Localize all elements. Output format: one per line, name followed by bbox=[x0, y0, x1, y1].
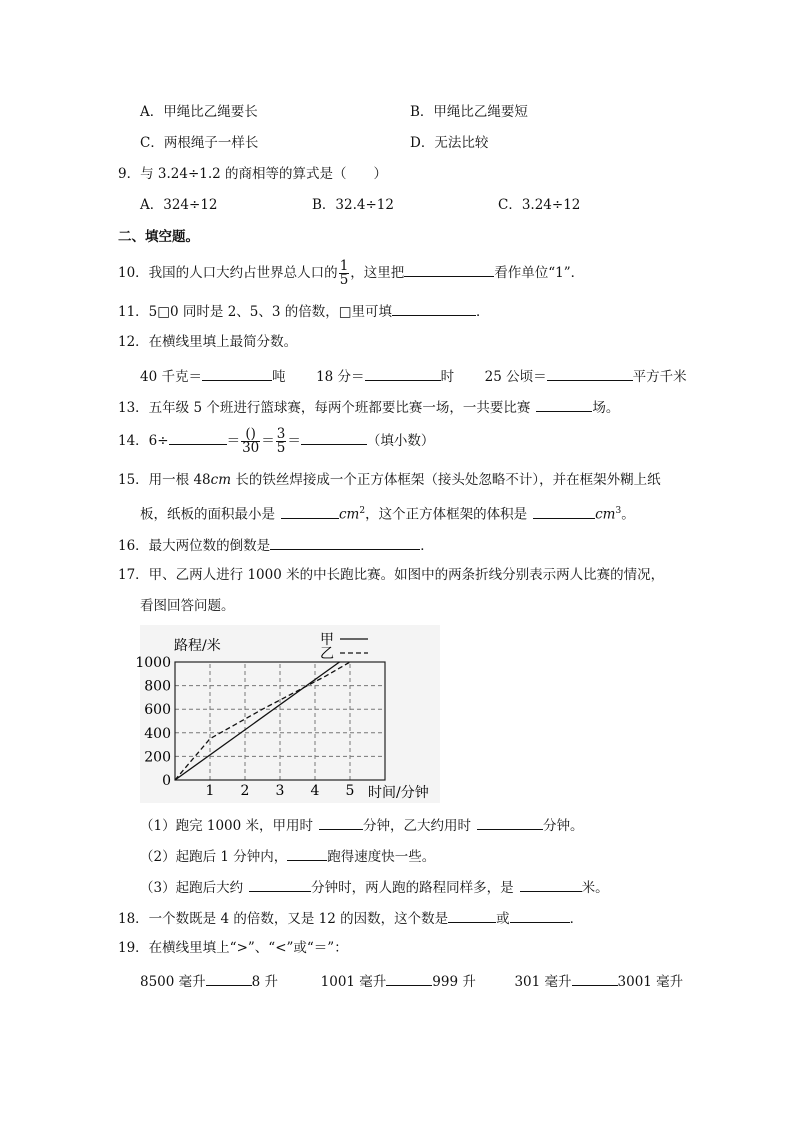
q15-volume-blank[interactable] bbox=[533, 504, 595, 519]
q15-text-2: 长的铁丝焊接成一个正方体框架（接头处忽略不计），并在框架外糊上纸 bbox=[231, 472, 661, 488]
y-tick-label-1000: 1000 bbox=[135, 655, 171, 671]
q17-sub-2-text: （2）起跑后 1 分钟内， bbox=[140, 849, 288, 865]
q18 bbox=[118, 908, 583, 928]
q18-blank-b[interactable] bbox=[510, 908, 570, 923]
q18-text-mid: 或 bbox=[496, 911, 510, 927]
q14-fraction-2-numerator: 3 bbox=[276, 426, 286, 442]
q10-text: 10．我国的人口大约占世界总人口的 bbox=[118, 265, 338, 281]
q12-c-blank[interactable] bbox=[547, 366, 633, 381]
y-tick-label-400: 400 bbox=[144, 725, 171, 742]
q19-a-text: 8500 毫升 bbox=[140, 974, 206, 990]
q11 bbox=[118, 301, 490, 321]
q17-sub-3-text: （3）起跑后大约 bbox=[140, 880, 244, 896]
q12-b-text: 18 分＝ bbox=[316, 369, 365, 385]
q16-answer-blank[interactable] bbox=[270, 535, 420, 550]
q17-sub-1 bbox=[140, 815, 584, 835]
q17-sub-1-blank-b[interactable] bbox=[477, 815, 543, 830]
q13-text: 13．五年级 5 个班进行篮球赛，每两个班都要比赛一场，一共要比赛 bbox=[118, 400, 531, 416]
q10 bbox=[118, 258, 584, 288]
q12-items bbox=[140, 366, 687, 386]
q17-sub-2 bbox=[140, 846, 435, 866]
q10-text-mid: ，这里把 bbox=[350, 265, 405, 281]
q12-b-unit: 时 bbox=[440, 369, 455, 385]
q17-line-2: 看图回答问题。 bbox=[140, 598, 235, 614]
q19-c-unit: 3001 毫升 bbox=[617, 974, 684, 990]
y-tick-label-200: 200 bbox=[144, 749, 171, 766]
q8-option-c: C．两根绳子一样长 bbox=[140, 135, 259, 151]
q10-answer-blank[interactable] bbox=[404, 262, 494, 277]
q17-sub-1-text-post: 分钟。 bbox=[543, 818, 584, 834]
q19-b-blank[interactable] bbox=[386, 971, 432, 986]
x-tick-label-4: 4 bbox=[310, 783, 320, 799]
q13-text-post: 场。 bbox=[592, 400, 620, 416]
y-tick-label-600: 600 bbox=[144, 702, 171, 719]
q19-a-blank[interactable] bbox=[206, 971, 252, 986]
q11-text: 11．5□0 同时是 2、5、3 的倍数，□里可填 bbox=[118, 304, 393, 320]
q15-text-3: 板，纸板的面积最小是 bbox=[140, 506, 275, 523]
q8-option-a: A．甲绳比乙绳要长 bbox=[140, 104, 258, 120]
q17-sub-3 bbox=[140, 877, 609, 897]
q9-option-c: C．3.24÷12 bbox=[498, 197, 581, 213]
q14-eq-3: ＝ bbox=[287, 433, 301, 449]
q14-fraction-1 bbox=[241, 428, 260, 455]
q18-text-post: ． bbox=[569, 911, 584, 927]
q14-eq-1: ＝ bbox=[226, 433, 241, 449]
q12-c-unit: 平方千米 bbox=[632, 369, 687, 385]
q15-line-1 bbox=[118, 471, 661, 489]
q15-volume-unit-exp: 3 bbox=[615, 506, 622, 516]
y-tick-label-800: 800 bbox=[144, 678, 171, 695]
q14-text: 14．6÷ bbox=[118, 433, 169, 449]
q14-eq-2: ＝ bbox=[261, 433, 275, 449]
q14-text-post: （填小数） bbox=[366, 433, 435, 449]
q13 bbox=[118, 397, 619, 417]
q14-blank-1[interactable] bbox=[169, 430, 227, 445]
q15-unit-cm: cm bbox=[210, 472, 232, 488]
q19-b-text: 1001 毫升 bbox=[320, 974, 387, 990]
q17-sub-3-text-mid: 分钟时，两人跑的路程同样多，是 bbox=[311, 880, 514, 896]
distance-time-chart bbox=[135, 625, 440, 803]
q14-fraction-1-denominator: 30 bbox=[242, 440, 260, 456]
q15-area-unit-exp: 2 bbox=[359, 506, 366, 516]
y-tick-label-0: 0 bbox=[162, 773, 171, 789]
q8-option-b: B．甲绳比乙绳要短 bbox=[410, 104, 528, 120]
q17-sub-1-text: （1）跑完 1000 米，甲用时 bbox=[140, 818, 314, 834]
q19-stem: 19．在横线里填上“>”、“<”或“＝”： bbox=[118, 940, 348, 956]
q12-a-blank[interactable] bbox=[202, 366, 272, 381]
x-tick-label-3: 3 bbox=[275, 783, 285, 799]
q17-sub-3-text-post: 米。 bbox=[581, 880, 609, 896]
q9-option-a: A．324÷12 bbox=[140, 197, 218, 213]
q16-text-post: ． bbox=[420, 538, 434, 554]
q14-fraction-2 bbox=[276, 428, 287, 455]
q10-fraction bbox=[339, 260, 350, 287]
q19-c-text: 301 毫升 bbox=[514, 974, 572, 990]
q17-sub-3-blank-b[interactable] bbox=[520, 877, 582, 892]
q17-sub-2-text-post: 跑得速度快一些。 bbox=[327, 849, 436, 865]
q11-answer-blank[interactable] bbox=[392, 301, 476, 316]
q10-fraction-denominator: 5 bbox=[339, 272, 349, 288]
q14-fraction-2-denominator: 5 bbox=[276, 440, 286, 456]
q19-c-blank[interactable] bbox=[572, 971, 618, 986]
q15-volume-unit: cm bbox=[595, 506, 616, 523]
q10-text-post: 看作单位“1”． bbox=[494, 265, 585, 281]
q14-fraction-1-numerator[interactable]: () bbox=[241, 428, 260, 442]
q8-option-d: D．无法比较 bbox=[410, 135, 489, 151]
q13-answer-blank[interactable] bbox=[536, 397, 592, 412]
q19-b-unit: 999 升 bbox=[432, 974, 476, 990]
chart-x-axis-label: 时间/分钟 bbox=[368, 785, 429, 801]
q10-fraction-numerator: 1 bbox=[339, 258, 349, 274]
x-tick-label-5: 5 bbox=[345, 783, 355, 799]
legend-label-jia: 甲 bbox=[320, 632, 334, 648]
q14-blank-2[interactable] bbox=[301, 430, 367, 445]
q17-line-1: 17．甲、乙两人进行 1000 米的中长跑比赛。如图中的两条折线分别表示两人比赛的情况， bbox=[118, 567, 665, 583]
q18-blank-a[interactable] bbox=[448, 908, 496, 923]
q15-area-blank[interactable] bbox=[281, 504, 339, 519]
legend-label-yi: 乙 bbox=[320, 646, 334, 662]
x-tick-label-1: 1 bbox=[205, 783, 215, 799]
q9-stem: 9．与 3.24÷1.2 的商相等的算式是（ ） bbox=[118, 166, 388, 182]
q16-text: 16．最大两位数的倒数是 bbox=[118, 538, 271, 554]
q15-text-4: ，这个正方体框架的体积是 bbox=[365, 506, 528, 523]
q19-a-unit: 8 升 bbox=[251, 974, 279, 990]
q19-items bbox=[140, 971, 683, 991]
x-tick-label-2: 2 bbox=[240, 783, 250, 799]
q17-sub-2-blank[interactable] bbox=[287, 846, 327, 861]
chart-y-axis-label: 路程/米 bbox=[174, 638, 221, 654]
q12-a-unit: 吨 bbox=[271, 369, 286, 385]
q16 bbox=[118, 535, 434, 555]
q17-sub-1-text-mid: 分钟，乙大约用时 bbox=[363, 818, 472, 834]
q17-sub-1-blank-a[interactable] bbox=[319, 815, 363, 830]
q9-option-b: B．32.4÷12 bbox=[312, 197, 394, 213]
q15-area-unit: cm bbox=[339, 506, 360, 523]
q14 bbox=[118, 425, 434, 457]
q18-text: 18．一个数既是 4 的倍数，又是 12 的因数，这个数是 bbox=[118, 911, 449, 927]
q11-text-post: ． bbox=[476, 304, 490, 320]
q12-stem: 12．在横线里填上最简分数。 bbox=[118, 334, 298, 350]
q12-c-text: 25 公顷＝ bbox=[484, 369, 547, 385]
q15-text-1: 15．用一根 48 bbox=[118, 472, 211, 488]
q12-b-blank[interactable] bbox=[365, 366, 441, 381]
q12-a-text: 40 千克＝ bbox=[140, 369, 202, 385]
q17-sub-3-blank-a[interactable] bbox=[249, 877, 311, 892]
section-heading: 二、填空题。 bbox=[118, 229, 199, 245]
q15-line-2 bbox=[140, 502, 635, 524]
q15-text-5: 。 bbox=[621, 506, 635, 523]
